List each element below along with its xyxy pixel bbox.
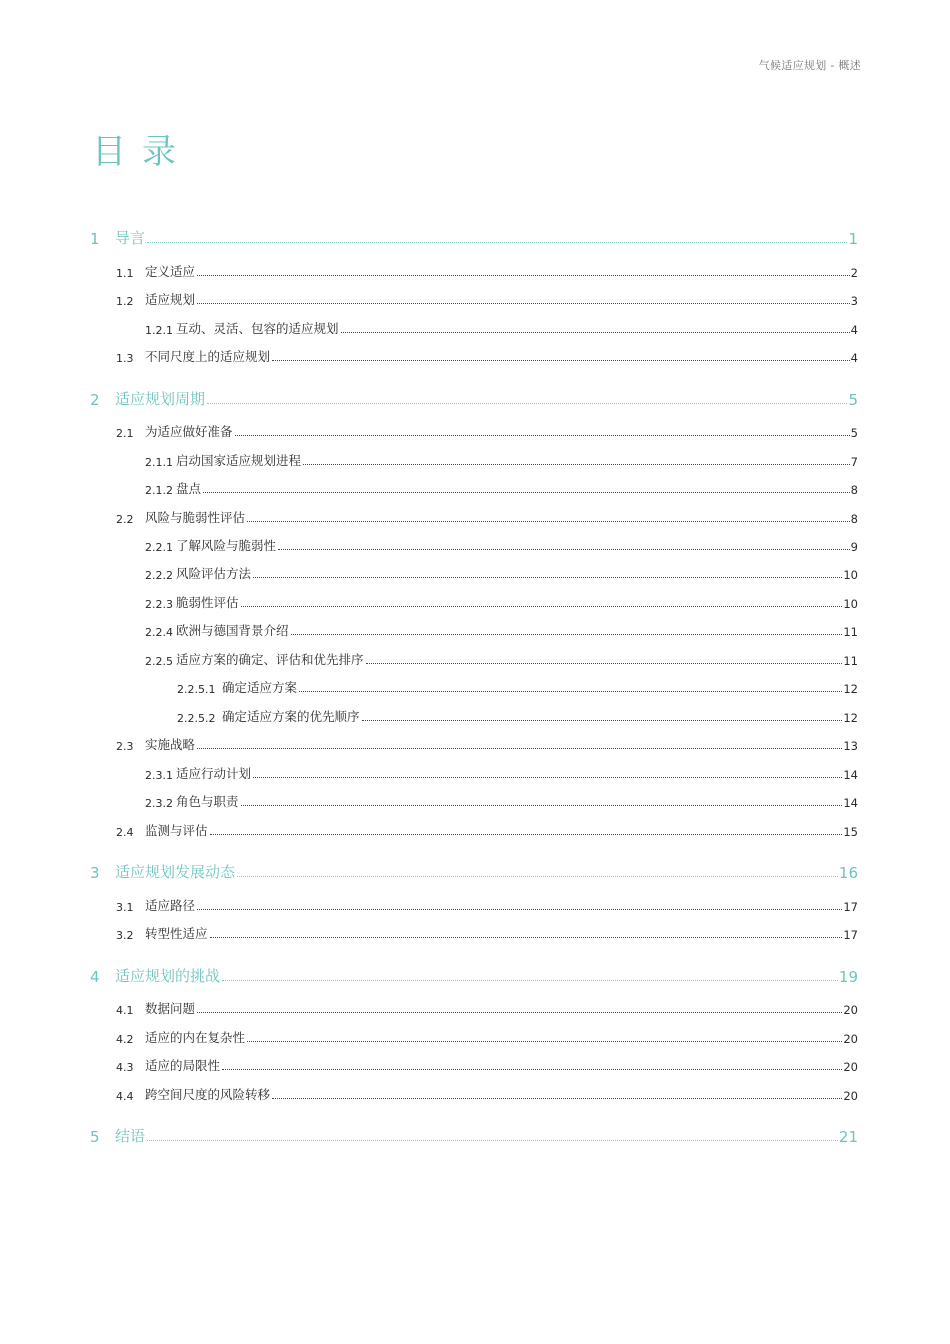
toc-section-entry[interactable] <box>90 479 858 497</box>
toc-entry-title: 了解风险与脆弱性 <box>176 538 277 553</box>
toc-entry-page-number: 15 <box>843 825 858 839</box>
toc-section-entry[interactable] <box>90 621 858 639</box>
running-header: 气候适应规划 - 概述 <box>758 59 861 72</box>
dot-leader <box>210 833 843 835</box>
toc-section-entry[interactable] <box>90 1085 858 1103</box>
toc-chapter-entry[interactable] <box>90 965 858 986</box>
toc-section-entry[interactable] <box>90 290 858 308</box>
dot-leader <box>241 804 843 806</box>
toc-entry-number: 4 <box>90 968 100 986</box>
toc-entry-page-number: 21 <box>838 1128 858 1146</box>
toc-section-entry[interactable] <box>90 999 858 1017</box>
toc-entry-number: 5 <box>90 1128 100 1146</box>
toc-entry-title: 风险评估方法 <box>176 566 252 581</box>
dot-leader <box>247 520 850 522</box>
toc-entry-title: 转型性适应 <box>145 926 208 941</box>
toc-entry-title: 适应路径 <box>145 898 196 913</box>
toc-entry-title: 适应规划 <box>145 292 196 307</box>
toc-entry-page-number: 14 <box>843 768 858 782</box>
toc-entry-number: 2.3.1 <box>145 769 173 782</box>
toc-entry-page-number: 17 <box>843 928 858 942</box>
toc-entry-page-number: 20 <box>843 1003 858 1017</box>
toc-entry-title: 风险与脆弱性评估 <box>145 510 246 525</box>
toc-entry-title: 不同尺度上的适应规划 <box>145 349 271 364</box>
toc-chapter-entry[interactable] <box>90 1125 858 1146</box>
toc-entry-title: 适应规划的挑战 <box>115 967 221 985</box>
toc-entry-title: 启动国家适应规划进程 <box>176 453 302 468</box>
toc-entry-number: 1.2.1 <box>145 324 173 337</box>
dot-leader <box>247 1040 842 1042</box>
toc-entry-page-number: 8 <box>850 512 858 526</box>
dot-leader <box>272 359 850 361</box>
toc-entry-number: 4.1 <box>116 1004 134 1017</box>
toc-entry-title: 确定适应方案的优先顺序 <box>222 709 360 724</box>
toc-entry-page-number: 20 <box>843 1089 858 1103</box>
toc-section-entry[interactable] <box>90 707 858 725</box>
toc-entry-number: 2 <box>90 391 100 409</box>
toc-entry-page-number: 2 <box>850 266 858 280</box>
toc-section-entry[interactable] <box>90 735 858 753</box>
toc-entry-title: 适应的内在复杂性 <box>145 1030 246 1045</box>
toc-entry-title: 适应行动计划 <box>176 766 252 781</box>
toc-entry-title: 适应规划周期 <box>115 390 206 408</box>
dot-leader <box>197 908 842 910</box>
toc-entry-title: 跨空间尺度的风险转移 <box>145 1087 271 1102</box>
toc-entry-title: 适应方案的确定、评估和优先排序 <box>176 652 364 667</box>
toc-entry-title: 监测与评估 <box>145 823 208 838</box>
dot-leader <box>253 576 842 578</box>
toc-entry-page-number: 10 <box>843 568 858 582</box>
dot-leader <box>147 1139 838 1141</box>
toc-section-entry[interactable] <box>90 650 858 668</box>
toc-entry-title: 适应的局限性 <box>145 1058 221 1073</box>
dot-leader <box>366 662 843 664</box>
toc-entry-page-number: 1 <box>848 230 858 248</box>
dot-leader <box>303 463 850 465</box>
toc-section-entry[interactable] <box>90 347 858 365</box>
toc-entry-number: 2.2.3 <box>145 598 173 611</box>
toc-entry-number: 2.1.1 <box>145 456 173 469</box>
toc-entry-number: 2.2.1 <box>145 541 173 554</box>
toc-chapter-entry[interactable] <box>90 388 858 409</box>
dot-leader <box>241 605 843 607</box>
toc-entry-number: 1.1 <box>116 267 134 280</box>
dot-leader <box>291 633 843 635</box>
toc-section-entry[interactable] <box>90 1056 858 1074</box>
toc-entry-page-number: 17 <box>843 900 858 914</box>
toc-entry-number: 1.2 <box>116 295 134 308</box>
dot-leader <box>197 1011 842 1013</box>
dot-leader <box>197 274 850 276</box>
toc-section-entry[interactable] <box>90 764 858 782</box>
toc-entry-number: 2.2.4 <box>145 626 173 639</box>
toc-entry-number: 2.4 <box>116 826 134 839</box>
toc-entry-page-number: 16 <box>838 864 858 882</box>
toc-entry-number: 3 <box>90 864 100 882</box>
toc-entry-page-number: 9 <box>850 540 858 554</box>
toc-entry-number: 2.2.2 <box>145 569 173 582</box>
toc-entry-title: 互动、灵活、包容的适应规划 <box>176 321 339 336</box>
toc-entry-number: 2.1.2 <box>145 484 173 497</box>
toc-entry-page-number: 7 <box>850 455 858 469</box>
dot-leader <box>253 776 842 778</box>
dot-leader <box>278 548 850 550</box>
toc-section-entry[interactable] <box>90 262 858 280</box>
toc-section-entry[interactable] <box>90 821 858 839</box>
toc-entry-number: 1 <box>90 230 100 248</box>
toc-chapter-entry[interactable] <box>90 227 858 248</box>
toc-section-entry[interactable] <box>90 319 858 337</box>
toc-chapter-entry[interactable] <box>90 861 858 882</box>
toc-entry-page-number: 11 <box>843 654 858 668</box>
toc-entry-title: 数据问题 <box>145 1001 196 1016</box>
toc-section-entry[interactable] <box>90 451 858 469</box>
toc-entry-number: 3.1 <box>116 901 134 914</box>
toc-section-entry[interactable] <box>90 1028 858 1046</box>
toc-entry-number: 4.4 <box>116 1090 134 1103</box>
toc-entry-title: 结语 <box>115 1127 146 1145</box>
dot-leader <box>147 241 847 243</box>
toc-entry-page-number: 5 <box>848 391 858 409</box>
toc-entry-page-number: 12 <box>843 682 858 696</box>
toc-entry-page-number: 3 <box>850 294 858 308</box>
toc-entry-page-number: 11 <box>843 625 858 639</box>
toc-entry-number: 3.2 <box>116 929 134 942</box>
toc-entry-page-number: 12 <box>843 711 858 725</box>
toc-entry-number: 2.2.5.1 <box>177 683 216 696</box>
dot-leader <box>203 491 850 493</box>
dot-leader <box>235 434 850 436</box>
toc-entry-number: 2.3.2 <box>145 797 173 810</box>
toc-section-entry[interactable] <box>90 792 858 810</box>
toc-entry-number: 2.2.5 <box>145 655 173 668</box>
toc-entry-number: 2.3 <box>116 740 134 753</box>
toc-entry-title: 为适应做好准备 <box>145 424 233 439</box>
toc-entry-page-number: 8 <box>850 483 858 497</box>
toc-section-entry[interactable] <box>90 564 858 582</box>
toc-entry-title: 导言 <box>115 229 146 247</box>
toc-entry-page-number: 14 <box>843 796 858 810</box>
toc-section-entry[interactable] <box>90 896 858 914</box>
toc-entry-page-number: 4 <box>850 351 858 365</box>
dot-leader <box>362 719 843 721</box>
page-title: 目录 <box>92 132 192 172</box>
toc-section-entry[interactable] <box>90 678 858 696</box>
toc-entry-number: 1.3 <box>116 352 134 365</box>
toc-entry-page-number: 13 <box>843 739 858 753</box>
dot-leader <box>197 302 850 304</box>
toc-entry-title: 实施战略 <box>145 737 196 752</box>
dot-leader <box>237 875 838 877</box>
toc-entry-page-number: 10 <box>843 597 858 611</box>
dot-leader <box>341 331 850 333</box>
toc-section-entry[interactable] <box>90 924 858 942</box>
toc-entry-number: 4.3 <box>116 1061 134 1074</box>
toc-entry-number: 2.2.5.2 <box>177 712 216 725</box>
toc-section-entry[interactable] <box>90 593 858 611</box>
toc-section-entry[interactable] <box>90 422 858 440</box>
dot-leader <box>197 747 842 749</box>
dot-leader <box>272 1097 842 1099</box>
toc-section-entry[interactable] <box>90 508 858 526</box>
dot-leader <box>299 690 842 692</box>
toc-entry-page-number: 20 <box>843 1060 858 1074</box>
toc-entry-title: 盘点 <box>176 481 202 496</box>
dot-leader <box>222 979 838 981</box>
toc-entry-title: 欧洲与德国背景介绍 <box>176 623 289 638</box>
toc-entry-title: 适应规划发展动态 <box>115 863 236 881</box>
dot-leader <box>222 1068 842 1070</box>
toc-entry-title: 定义适应 <box>145 264 196 279</box>
toc-entry-number: 2.2 <box>116 513 134 526</box>
toc-section-entry[interactable] <box>90 536 858 554</box>
toc-entry-title: 脆弱性评估 <box>176 595 239 610</box>
dot-leader <box>207 402 847 404</box>
toc-entry-number: 4.2 <box>116 1033 134 1046</box>
toc-entry-title: 角色与职责 <box>176 794 239 809</box>
toc-entry-title: 确定适应方案 <box>222 680 298 695</box>
toc-entry-page-number: 20 <box>843 1032 858 1046</box>
toc-entry-number: 2.1 <box>116 427 134 440</box>
toc-entry-page-number: 19 <box>838 968 858 986</box>
dot-leader <box>210 936 843 938</box>
toc-entry-page-number: 4 <box>850 323 858 337</box>
toc-entry-page-number: 5 <box>850 426 858 440</box>
